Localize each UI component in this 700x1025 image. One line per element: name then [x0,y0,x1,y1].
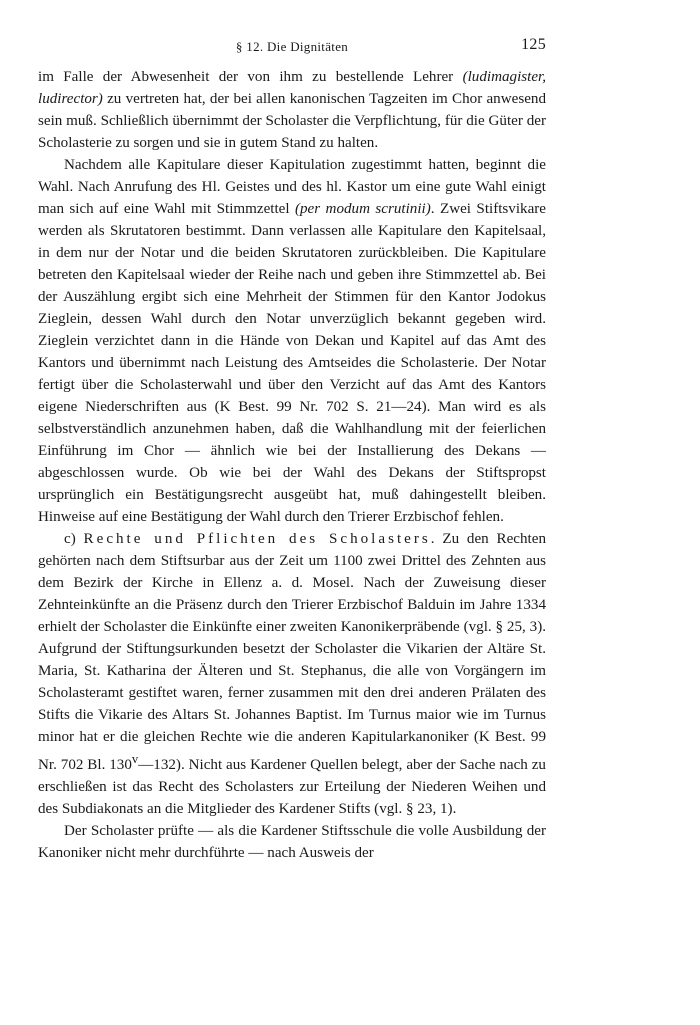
document-page [38,36,546,864]
latin-term: (per modum scrutinii) [294,201,431,217]
paragraph-4: Der Scholaster prüfte — als die Kardener Stiftsschule die volle Ausbildung der Kanoniker nicht mehr durchführte — nach Ausweis der [38,823,546,862]
paragraph-2: Nachdem alle Kapitulare dieser Kapitulation zugestimmt hatten, beginnt die Wahl. Nach Anrufung des Hl. Geistes und des hl. Kastor um eine gute Wahl einigt man sich auf eine Wahl mit Stimmzettel (per modum scrutinii). Zwei Stiftsvikare werden als Skrutatoren bestimmt. Dann verlassen alle Kapitulare den Kapitelsaal, in dem nur der Notar und die beiden Skrutatoren zurückbleiben. Die Kapitulare betreten den Kapitelsaal wieder der Reihe nach und geben ihre Stimmzettel ab. Bei der Auszählung ergibt sich eine Mehrheit der Stimmen für den Kantor Jodokus Zieglein, dessen Wahl durch den Notar unverzüglich bekannt gegeben wird. Zieglein verzichtet dann in die Hände von Dekan und Kapitel auf das Amt des Kantors und übernimmt nach Leistung des Amtseides die Scholasterie. Der Notar fertigt über die Scholasterwahl und über den Verzicht auf das Amt des Kantors eigene Niederschriften aus (K Best. 99 Nr. 702 S. 21—24). Man wird es als selbstverständlich anzunehmen haben, daß die Wahlhandlung mit der feierlichen Einführung im Chor — ähnlich wie bei der Installierung des Dekans — abgeschlossen wurde. Ob wie bei der Wahl des Dekans der Stiftspropst ursprünglich ein Bestätigungsrecht ausgeübt hat, muß dahingestellt bleiben. Hinweise auf eine Bestätigung der Wahl durch den Trierer Erzbischof fehlen. [38,157,547,525]
latin-term: (ludimagister, ludirector) [38,69,546,107]
paragraph-3: c) Rechte und Pflichten des Scholasters. Zu den Rechten gehörten nach dem Stiftsurbar aus der Zeit um 1100 zwei Drittel des Zehnten aus dem Bezirk der Kirche in Ellenz a. d. Mosel. Nach der Zuweisung dieser Zehnteinkünfte an die Präsenz durch den Trierer Erzbischof Balduin im Jahre 1334 erhielt der Scholaster die Einkünfte einer zweiten Kanonikerpräbende (vgl. § 25, 3). Aufgrund der Stiftungsurkunden besetzt der Scholaster die Vikarien der Altäre St. Maria, St. Katharina der Älteren und St. Stephanus, die alle von Vorgängern im Scholasteramt gestiftet waren, ferner zusammen mit den drei anderen Prälaten des Stifts die Vikarie des Altars St. Johannes Baptist. Im Turnus maior wie im Turnus minor hat er die gleichen Rechte wie die anderen Kapitularkanoniker (K Best. 99 Nr. 702 Bl. 130$^v$—132). Nicht aus Kardener Quellen belegt, aber der Sache nach zu erschließen ist das Recht des Scholasters zur Erteilung der Niederen Weihen und des Subdiakonats an die Mitglieder des Kardener Stifts (vgl. § 23, 1). [38,531,546,818]
section-title: § 12. Die Dignitäten [235,39,349,54]
body-text [38,66,546,864]
running-head [38,36,546,58]
paragraph-1: im Falle der Abwesenheit der von ihm zu bestellende Lehrer (ludimagister, ludirector) zu vertreten hat, der bei allen kanonischen Tagzeiten im Chor anwesend sein muß. Schließlich übernimmt der Scholaster die Verpflichtung, für die Güter der Scholasterie zu sorgen und sie in gutem Stand zu halten. [38,69,546,151]
superscript-verso: v [131,752,139,766]
section-heading-spaced: Rechte und Pflichten des Scholasters [83,531,431,547]
page-number: 125 [521,36,546,53]
